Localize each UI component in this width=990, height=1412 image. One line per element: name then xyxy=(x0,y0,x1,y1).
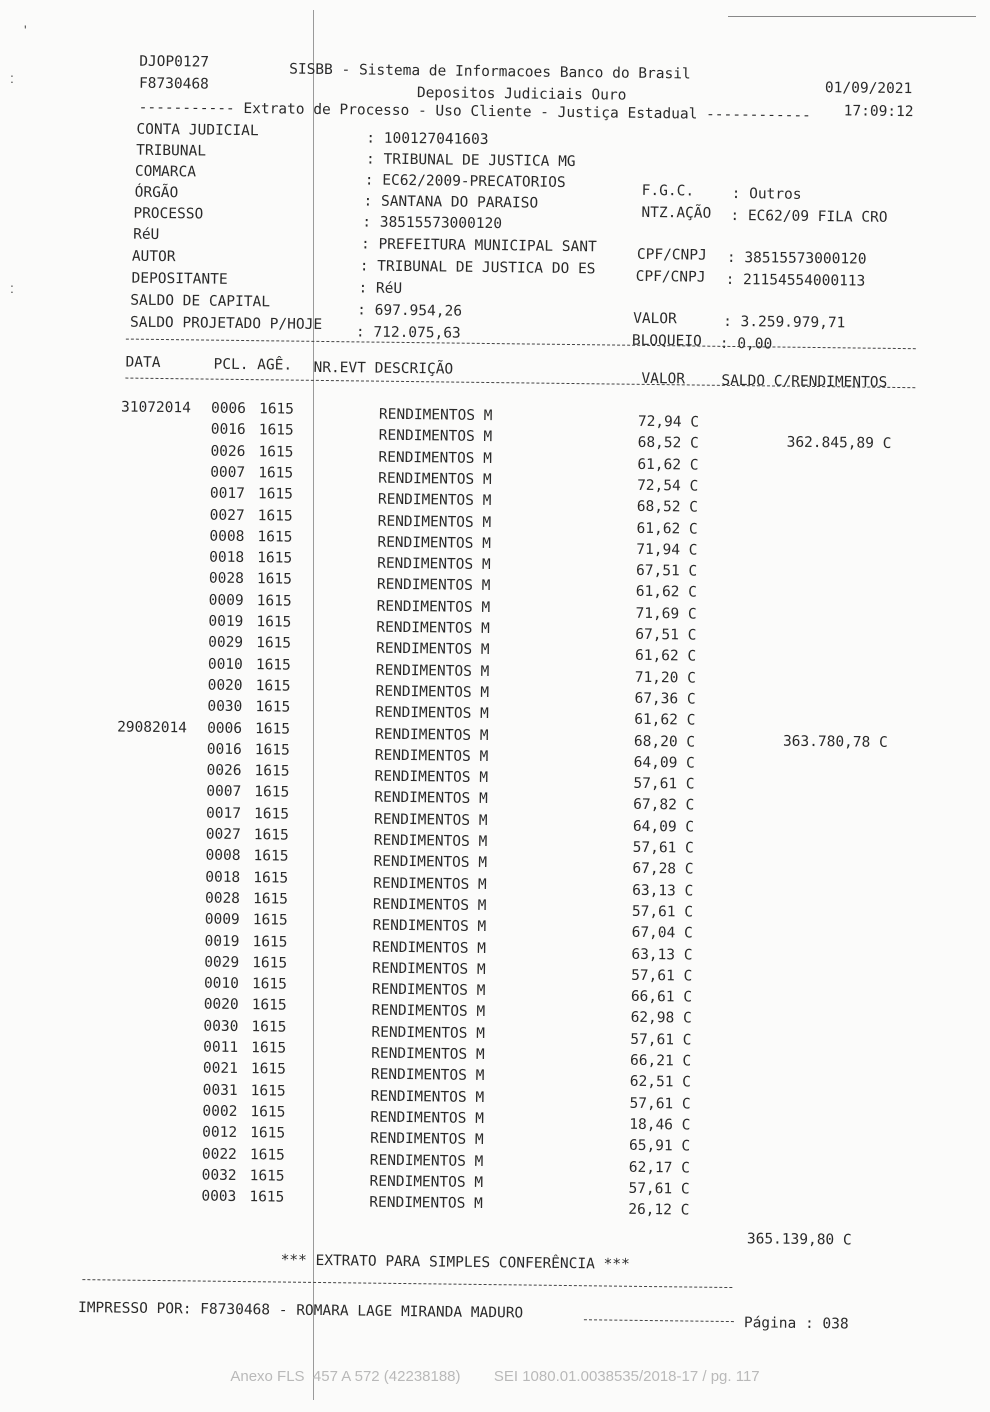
saldo-capital-value: : 697.954,26 xyxy=(357,302,463,320)
row-pcl: 0006 xyxy=(207,720,243,737)
row-descricao: RENDIMENTOS M xyxy=(377,555,491,574)
row-agencia: 1615 xyxy=(250,1082,286,1100)
row-valor: 67,51 C xyxy=(635,626,697,644)
row-valor: 63,13 C xyxy=(632,882,694,900)
depositante-label: DEPOSITANTE xyxy=(131,270,228,288)
row-agencia: 1615 xyxy=(257,528,293,546)
separator xyxy=(82,1279,732,1288)
depositante-value: : RéU xyxy=(358,280,403,297)
separator xyxy=(584,1319,734,1322)
separator xyxy=(126,339,916,350)
row-agencia: 1615 xyxy=(256,635,292,652)
row-pcl: 0026 xyxy=(206,762,242,780)
cpf-autor-label: CPF/CNPJ xyxy=(635,268,706,286)
row-valor: 26,12 C xyxy=(628,1201,690,1219)
row-agencia: 1615 xyxy=(258,401,295,418)
report-title: ----------- Extrato de Processo - Uso Cliente - Justiça Estadual ------------ xyxy=(138,99,811,124)
row-agencia: 1615 xyxy=(257,486,293,503)
row-pcl: 0028 xyxy=(204,890,241,907)
row-pcl: 0006 xyxy=(210,400,247,418)
row-descricao: RENDIMENTOS M xyxy=(372,896,487,914)
row-valor: 57,61 C xyxy=(632,839,694,857)
row-agencia: 1615 xyxy=(255,720,291,738)
row-agencia: 1615 xyxy=(253,805,290,823)
print-time: 17:09:12 xyxy=(843,103,914,121)
row-pcl: 0010 xyxy=(207,656,243,673)
row-descricao: RENDIMENTOS M xyxy=(370,1066,485,1085)
tribunal-value: : TRIBUNAL DE JUSTICA MG xyxy=(365,151,576,171)
row-valor: 57,61 C xyxy=(629,1095,691,1113)
col-saldo: SALDO C/RENDIMENTOS xyxy=(721,372,888,391)
processo-label: PROCESSO xyxy=(133,205,204,223)
scan-mark: : xyxy=(10,280,14,296)
orgao-value: : SANTANA DO PARAISO xyxy=(363,193,539,212)
row-valor: 64,09 C xyxy=(633,754,695,772)
row-pcl: 0027 xyxy=(209,507,245,524)
row-agencia: 1615 xyxy=(251,997,287,1014)
program-code: DJOP0127 xyxy=(139,53,210,71)
row-agencia: 1615 xyxy=(252,954,288,972)
row-pcl: 0011 xyxy=(203,1039,239,1056)
row-descricao: RENDIMENTOS M xyxy=(378,406,493,425)
bloqueio-label: BLOQUEIO xyxy=(631,332,702,350)
row-valor: 72,54 C xyxy=(637,477,699,495)
row-agencia: 1615 xyxy=(254,741,290,759)
row-pcl: 0007 xyxy=(210,464,246,481)
row-valor: 67,51 C xyxy=(635,562,698,580)
impresso-por: IMPRESSO POR: F8730468 - ROMARA LAGE MIRANDA MADURO xyxy=(77,1300,524,1322)
ntz-label: NTZ.AÇÃO xyxy=(641,204,712,222)
row-saldo: 362.845,89 C xyxy=(786,434,892,453)
row-descricao: RENDIMENTOS M xyxy=(377,534,491,552)
row-agencia: 1615 xyxy=(257,507,293,525)
row-descricao: RENDIMENTOS M xyxy=(376,619,490,638)
row-pcl: 0016 xyxy=(206,741,242,758)
row-agencia: 1615 xyxy=(250,1125,286,1142)
row-pcl: 0030 xyxy=(207,698,243,716)
subtitle: Depositos Judiciais Ouro xyxy=(416,85,627,104)
row-pcl: 0012 xyxy=(202,1124,238,1142)
row-saldo: 363.780,78 C xyxy=(782,733,888,751)
row-pcl: 0029 xyxy=(208,634,244,652)
row-descricao: RENDIMENTOS M xyxy=(374,790,488,808)
row-descricao: RENDIMENTOS M xyxy=(371,1024,486,1042)
orgao-label: ÓRGÃO xyxy=(134,184,179,202)
row-descricao: RENDIMENTOS M xyxy=(369,1152,484,1170)
processo-value: : 38515573000120 xyxy=(362,214,503,233)
row-valor: 62,17 C xyxy=(628,1159,690,1177)
row-descricao: RENDIMENTOS M xyxy=(371,1003,486,1021)
scan-mark: ' xyxy=(24,22,27,38)
row-descricao: RENDIMENTOS M xyxy=(378,449,493,467)
print-date: 01/09/2021 xyxy=(824,80,913,98)
row-valor: 66,21 C xyxy=(629,1052,692,1070)
row-pcl: 0016 xyxy=(210,421,246,439)
row-descricao: RENDIMENTOS M xyxy=(370,1130,484,1149)
col-pcl-age: PCL. AGÊ. xyxy=(213,356,293,374)
row-pcl: 0019 xyxy=(204,933,240,950)
system-title: SISBB - Sistema de Informacoes Banco do Brasil xyxy=(289,61,691,83)
row-agencia: 1615 xyxy=(258,465,294,482)
row-agencia: 1615 xyxy=(258,422,294,439)
row-descricao: RENDIMENTOS M xyxy=(376,598,491,616)
row-pcl: 0022 xyxy=(201,1146,237,1163)
comarca-value: : EC62/2009-PRECATORIOS xyxy=(364,172,566,191)
row-descricao: RENDIMENTOS M xyxy=(377,491,492,510)
row-descricao: RENDIMENTOS M xyxy=(378,427,493,446)
row-pcl: 0027 xyxy=(205,826,241,844)
row-descricao: RENDIMENTOS M xyxy=(375,683,490,701)
row-pcl: 0028 xyxy=(208,570,244,588)
reu-value: : PREFEITURA MUNICIPAL SANT xyxy=(360,236,597,256)
row-valor: 67,28 C xyxy=(632,861,694,878)
saldo-projetado-label: SALDO PROJETADO P/HOJE xyxy=(129,314,323,333)
col-valor: VALOR xyxy=(641,370,686,388)
cpf-autor-value: : 21154554000113 xyxy=(725,271,866,290)
row-pcl: 0021 xyxy=(202,1060,238,1078)
saldo-projetado-value: : 712.075,63 xyxy=(355,324,461,342)
row-agencia: 1615 xyxy=(253,848,289,865)
simple-conferencia-note: *** EXTRATO PARA SIMPLES CONFERÊNCIA *** xyxy=(280,1252,630,1273)
row-agencia: 1615 xyxy=(256,592,292,610)
row-agencia: 1615 xyxy=(249,1146,285,1164)
row-descricao: RENDIMENTOS M xyxy=(369,1173,484,1191)
conta-judicial-value: : 100127041603 xyxy=(366,130,489,148)
row-valor: 68,20 C xyxy=(633,733,696,751)
row-agencia: 1615 xyxy=(258,443,294,461)
row-pcl: 0010 xyxy=(203,975,240,993)
row-pcl: 0002 xyxy=(202,1103,238,1120)
row-descricao: RENDIMENTOS M xyxy=(369,1194,483,1213)
row-agencia: 1615 xyxy=(255,656,291,674)
final-saldo: 365.139,80 C xyxy=(746,1231,852,1249)
row-valor: 61,62 C xyxy=(636,520,698,538)
row-descricao: RENDIMENTOS M xyxy=(374,726,489,744)
row-agencia: 1615 xyxy=(252,891,289,908)
row-descricao: RENDIMENTOS M xyxy=(372,939,487,957)
row-valor: 72,94 C xyxy=(637,413,700,431)
row-pcl: 0031 xyxy=(202,1082,238,1099)
row-descricao: RENDIMENTOS M xyxy=(377,513,492,531)
reu-label: RéU xyxy=(133,226,160,243)
row-descricao: RENDIMENTOS M xyxy=(371,1045,485,1063)
row-pcl: 0009 xyxy=(204,911,240,929)
row-agencia: 1615 xyxy=(249,1167,285,1185)
col-data: DATA xyxy=(125,354,161,371)
row-descricao: RENDIMENTOS M xyxy=(373,853,488,872)
row-agencia: 1615 xyxy=(253,827,289,844)
row-descricao: RENDIMENTOS M xyxy=(376,640,490,659)
row-pcl: 0020 xyxy=(207,677,243,694)
row-valor: 57,61 C xyxy=(630,1031,692,1049)
row-descricao: RENDIMENTOS M xyxy=(373,832,488,851)
row-descricao: RENDIMENTOS M xyxy=(370,1088,485,1106)
row-valor: 64,09 C xyxy=(632,818,695,836)
valor-label: VALOR xyxy=(633,310,677,328)
row-valor: 61,62 C xyxy=(634,711,696,729)
row-agencia: 1615 xyxy=(254,763,290,780)
row-agencia: 1615 xyxy=(250,1061,286,1078)
row-valor: 62,51 C xyxy=(629,1074,692,1091)
row-agencia: 1615 xyxy=(257,550,293,567)
row-pcl: 0017 xyxy=(205,805,242,822)
row-pcl: 0018 xyxy=(209,549,245,567)
row-agencia: 1615 xyxy=(252,912,288,929)
row-valor: 57,61 C xyxy=(631,967,693,985)
saldo-capital-label: SALDO DE CAPITAL xyxy=(130,292,271,311)
row-agencia: 1615 xyxy=(253,869,289,887)
row-agencia: 1615 xyxy=(251,1018,287,1036)
row-pcl: 0019 xyxy=(208,613,244,631)
valor-value: : 3.259.979,71 xyxy=(723,313,846,332)
page-number: Página : 038 xyxy=(743,1315,849,1333)
row-valor: 65,91 C xyxy=(628,1137,691,1155)
row-pcl: 0007 xyxy=(206,783,242,801)
row-descricao: RENDIMENTOS M xyxy=(373,811,488,829)
row-pcl: 0029 xyxy=(204,954,240,971)
row-agencia: 1615 xyxy=(252,933,288,951)
row-valor: 61,62 C xyxy=(635,584,698,601)
row-agencia: 1615 xyxy=(256,614,292,631)
row-date: 29082014 xyxy=(117,718,188,736)
row-agencia: 1615 xyxy=(254,784,290,801)
row-valor: 68,52 C xyxy=(636,499,699,516)
row-valor: 66,61 C xyxy=(630,988,693,1006)
row-descricao: RENDIMENTOS M xyxy=(373,875,487,893)
row-descricao: RENDIMENTOS M xyxy=(378,470,492,488)
user-code: F8730468 xyxy=(138,75,209,93)
conta-judicial-label: CONTA JUDICIAL xyxy=(136,121,259,140)
autor-value: : TRIBUNAL DE JUSTICA DO ES xyxy=(359,258,596,278)
row-descricao: RENDIMENTOS M xyxy=(376,577,491,595)
row-valor: 61,62 C xyxy=(634,648,697,665)
row-descricao: RENDIMENTOS M xyxy=(374,747,489,765)
row-pcl: 0003 xyxy=(201,1188,237,1206)
row-date: 31072014 xyxy=(120,399,191,417)
row-pcl: 0030 xyxy=(203,1018,239,1035)
row-pcl: 0009 xyxy=(208,592,244,609)
row-pcl: 0026 xyxy=(210,443,246,460)
row-valor: 57,61 C xyxy=(628,1180,690,1198)
row-descricao: RENDIMENTOS M xyxy=(371,981,486,1000)
row-valor: 67,36 C xyxy=(634,690,696,708)
sei-stamp: Anexo FLS 457 A 572 (42238188) SEI 1080.01.0038535/2018-17 / pg. 117 xyxy=(230,1368,760,1385)
row-pcl: 0020 xyxy=(203,996,239,1014)
row-valor: 61,62 C xyxy=(637,456,699,474)
row-descricao: RENDIMENTOS M xyxy=(374,768,489,787)
cpf-reu-value: : 38515573000120 xyxy=(726,249,867,268)
ntz-value: : EC62/09 FILA CRO xyxy=(730,207,888,226)
row-descricao: RENDIMENTOS M xyxy=(370,1109,484,1127)
row-agencia: 1615 xyxy=(249,1189,285,1206)
fgc-label: F.G.C. xyxy=(641,182,695,200)
row-valor: 63,13 C xyxy=(631,946,693,964)
row-pcl: 0018 xyxy=(205,869,241,886)
row-pcl: 0008 xyxy=(205,847,241,865)
row-descricao: RENDIMENTOS M xyxy=(372,917,487,936)
tribunal-label: TRIBUNAL xyxy=(136,142,207,160)
bloqueio-value: : 0,00 xyxy=(719,335,773,353)
row-valor: 67,04 C xyxy=(631,924,693,942)
row-pcl: 0017 xyxy=(209,485,246,503)
fgc-value: : Outros xyxy=(731,185,802,203)
row-valor: 71,69 C xyxy=(635,605,697,623)
row-pcl: 0032 xyxy=(201,1167,237,1184)
autor-label: AUTOR xyxy=(131,248,176,266)
row-valor: 68,52 C xyxy=(637,435,699,452)
row-agencia: 1615 xyxy=(251,976,288,993)
row-valor: 62,98 C xyxy=(630,1010,692,1027)
row-agencia: 1615 xyxy=(250,1104,286,1121)
row-valor: 18,46 C xyxy=(629,1116,691,1134)
row-agencia: 1615 xyxy=(255,678,291,695)
row-descricao: RENDIMENTOS M xyxy=(375,662,490,680)
row-agencia: 1615 xyxy=(255,699,291,716)
row-valor: 67,82 C xyxy=(633,797,695,814)
scan-mark: : xyxy=(10,70,14,86)
row-pcl: 0008 xyxy=(209,528,245,545)
row-agencia: 1615 xyxy=(251,1040,287,1057)
row-descricao: RENDIMENTOS M xyxy=(375,704,489,723)
row-valor: 71,20 C xyxy=(634,669,696,687)
comarca-label: COMARCA xyxy=(134,163,197,181)
row-descricao: RENDIMENTOS M xyxy=(372,960,486,978)
row-valor: 57,61 C xyxy=(631,903,694,921)
row-valor: 57,61 C xyxy=(633,775,695,793)
cpf-reu-label: CPF/CNPJ xyxy=(636,246,707,264)
col-nr-evt-desc: NR.EVT DESCRIÇÃO xyxy=(313,359,454,378)
row-valor: 71,94 C xyxy=(636,541,698,559)
row-agencia: 1615 xyxy=(256,571,292,588)
